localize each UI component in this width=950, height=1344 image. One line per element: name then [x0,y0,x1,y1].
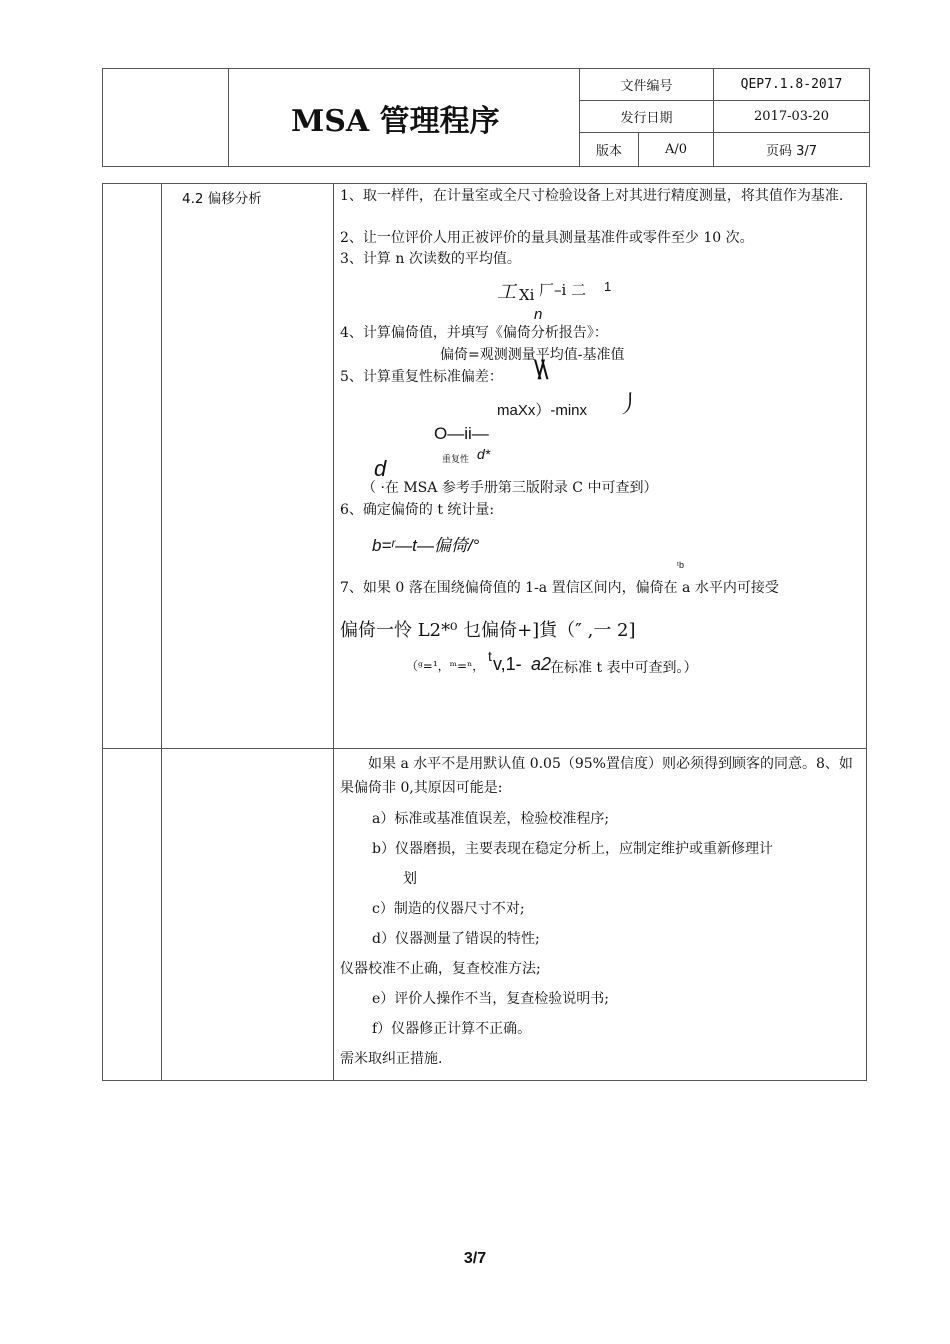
doc-number-value: QEP7.1.8-2017 [714,69,870,101]
formula-xi: Xi [519,286,535,304]
cause-a: a）标准或基准值误差，检验校准程序; [372,811,610,827]
formula-n: n [534,306,543,323]
step-7: 7、如果 0 落在围绕偏倚值的 1-a 置信区间内，偏倚在 a 水平内可接受 [340,580,779,596]
causes-cell [334,749,867,1081]
formula-mean-rest: 厂–i 二 [539,281,587,299]
formula-sigma: O—ii— [434,424,489,443]
cause-e: e）评价人操作不当，复查检验说明书; [372,991,610,1007]
step-5: 5、计算重复性标准偏差： [340,369,503,385]
cause-f: f）仪器修正计算不正确。 [372,1021,532,1037]
table-row [103,749,867,1081]
document-title: MSA 管理程序 [229,69,580,167]
cause-b-cont: 划 [403,871,417,887]
t-table-note-t: t [488,648,492,664]
blank-cell [103,749,162,1081]
t-table-note-a2: a2 [531,654,552,674]
cause-d: d）仪器测量了错误的特性; [372,931,540,947]
issue-date-value: 2017-03-20 [714,101,870,133]
version-value: A/0 [639,133,714,167]
bias-formula: 偏倚=观测测量平均值-基准值 [440,347,625,363]
step-6: 6、确定偏倚的 t 统计量: [340,502,495,518]
blank-cell [162,749,334,1081]
t-table-note-v: v,1- [493,654,522,674]
step-4: 4、计算偏倚值，并填写《偏倚分析报告》： [340,325,608,341]
content-cell [334,184,867,749]
cause-b: b）仪器磨损，主要表现在稳定分析上，应制定维护或重新修理计 [372,841,773,857]
formula-max-min: maXx）-minx [497,402,588,419]
formula-d: d [374,456,387,481]
version-label: 版本 [580,133,639,167]
page-footer: 3/7 [463,1250,487,1267]
formula-glyph: \/\ [534,355,545,385]
doc-number-label: 文件编号 [580,69,714,101]
formula-sum: 工 [497,281,517,303]
step-2: 2、让一位评价人用正被评价的量具测量基准件或零件至少 10 次。 [340,230,754,246]
procedure-table [102,183,867,1081]
formula-sub-label: 重复性 [442,455,470,465]
formula-superscript: 1 [604,279,612,294]
t-statistic-formula: b=ʳ—t—偏倚/° [372,536,480,555]
appendix-note: （ ·在 MSA 参考手册第三版附录 C 中可查到） [362,480,658,496]
formula-d-star: d* [477,446,491,462]
logo-cell [103,69,229,167]
confidence-level-note: 如果 a 水平不是用默认值 0.05（95%置信度）则必须得到顾客的同意。8、如果偏倚非 0,其原因可能是: [340,756,853,796]
t-table-note-b: 在标准 t 表中可查到。） [550,660,698,676]
confidence-interval-formula: 偏倚一怜 L2*⁰ 乜偏倚+]貨（″ ,一 2] [340,620,636,641]
cause-d-cont: 仪器校准不止确，复查校准方法; [340,961,541,977]
formula-paren: 丿 [617,390,641,418]
section-heading: 4.2 偏移分析 [162,184,334,749]
t-statistic-subscript: ᵗb [677,560,684,570]
page-number-label: 页码 3/7 [714,133,870,167]
step-1: 1、取一样件，在计量室或全尺寸检验设备上对其进行精度测量，将其值作为基准. [340,188,844,204]
issue-date-label: 发行日期 [580,101,714,133]
blank-cell [103,184,162,749]
step-3: 3、计算 n 次读数的平均值。 [340,251,521,267]
t-table-note-a: （ᵍ=¹，ᵐ=ⁿ， [406,659,485,673]
table-row [103,184,867,749]
cause-c: c）制造的仪器尺寸不对; [372,901,525,917]
document-header [102,68,870,167]
corrective-action: 需米取纠正措施. [340,1051,443,1067]
